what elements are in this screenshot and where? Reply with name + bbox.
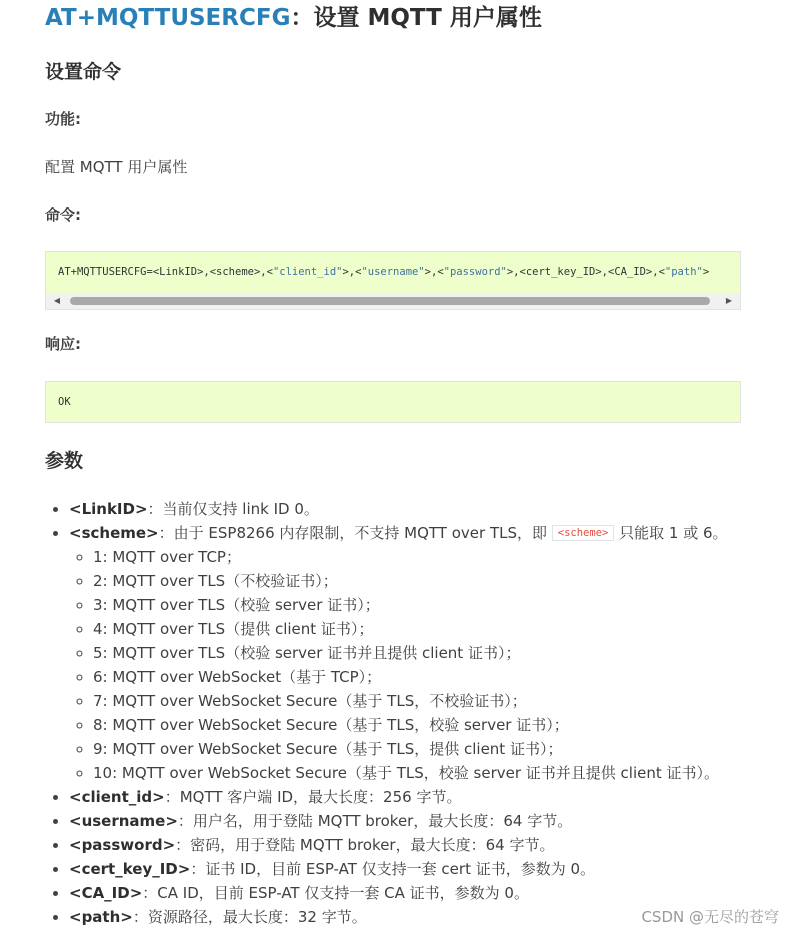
function-label: 功能: — [45, 110, 81, 128]
scheme-option: ◦ 1: MQTT over TCP； — [93, 545, 769, 569]
param-scheme: • <scheme>：由于 ESP8266 内存限制，不支持 MQTT over TLS，即 <scheme> 只能取 1 或 6。 ◦ 1: MQTT over TCP； ◦ 2: MQTT over TLS（不校验证书）； ◦ 3: MQTT over TLS（校验 server 证书）； ◦ 4: MQTT over TLS（提供 client 证书）； ◦ 5: MQTT over TLS（校验 server 证书并且提供 client 证书）； ◦ 6: MQTT over WebSocket（基于 TCP）； ◦ 7: MQTT over WebSocket Secure（基于 TLS，不校验证书）； ◦ 8: MQTT over WebSocket Secure（基于 TLS，校验 server 证书）； ◦ 9: MQTT over WebSocket Secure（基于 TLS，提供 client 证书）； ◦ 10: MQTT over WebSocket Secure（基于 TLS，校验 server 证书并且提供 client 证书）。 — [69, 521, 769, 785]
scheme-options-list — [69, 545, 769, 785]
scheme-option: ◦ 4: MQTT over TLS（提供 client 证书）； — [93, 617, 769, 641]
param-cert-key-id: • <cert_key_ID>：证书 ID，目前 ESP-AT 仅支持一套 cert 证书，参数为 0。 — [69, 857, 769, 881]
param-linkid: • <LinkID>：当前仅支持 link ID 0。 — [69, 497, 769, 521]
parameter-list — [45, 497, 769, 929]
inline-code-scheme: <scheme> — [552, 525, 615, 541]
scheme-option: ◦ 6: MQTT over WebSocket（基于 TCP）； — [93, 665, 769, 689]
scheme-option: ◦ 8: MQTT over WebSocket Secure（基于 TLS，校验 server 证书）； — [93, 713, 769, 737]
scroll-left-icon[interactable]: ◀ — [53, 296, 61, 305]
param-client-id: • <client_id>：MQTT 客户端 ID，最大长度：256 字节。 — [69, 785, 769, 809]
scheme-option: ◦ 9: MQTT over WebSocket Secure（基于 TLS，提供 client 证书）； — [93, 737, 769, 761]
scheme-option: ◦ 5: MQTT over TLS（校验 server 证书并且提供 client 证书）； — [93, 641, 769, 665]
scheme-option: ◦ 10: MQTT over WebSocket Secure（基于 TLS，校验 server 证书并且提供 client 证书）。 — [93, 761, 769, 785]
param-path: • <path>：资源路径，最大长度：32 字节。 — [69, 905, 769, 929]
command-code-line: AT+MQTTUSERCFG=<LinkID>,<scheme>,<"client_id">,<"username">,<"password">,<cert_key_ID>,<CA_ID>,<"path"> — [58, 266, 710, 278]
scroll-right-icon[interactable]: ▶ — [725, 296, 733, 305]
param-password: • <password>：密码，用于登陆 MQTT broker，最大长度：64 字节。 — [69, 833, 769, 857]
param-username: • <username>：用户名，用于登陆 MQTT broker，最大长度：64 字节。 — [69, 809, 769, 833]
watermark: CSDN @无尽的苍穹 — [641, 908, 779, 926]
function-text: 配置 MQTT 用户属性 — [45, 158, 188, 176]
command-code-block[interactable] — [45, 251, 741, 310]
param-ca-id: • <CA_ID>：CA ID，目前 ESP-AT 仅支持一套 CA 证书，参数为 0。 — [69, 881, 769, 905]
title-command: AT+MQTTUSERCFG — [45, 5, 291, 31]
section-heading-parameters: 参数 — [45, 450, 84, 472]
scroll-thumb[interactable] — [70, 297, 710, 305]
section-heading-set-command: 设置命令 — [45, 61, 122, 83]
page-title — [45, 3, 542, 33]
scheme-option: ◦ 2: MQTT over TLS（不校验证书）； — [93, 569, 769, 593]
horizontal-scrollbar[interactable] — [46, 293, 740, 309]
scheme-option: ◦ 3: MQTT over TLS（校验 server 证书）； — [93, 593, 769, 617]
title-rest: ：设置 MQTT 用户属性 — [290, 5, 542, 31]
scheme-option: ◦ 7: MQTT over WebSocket Secure（基于 TLS，不校验证书）； — [93, 689, 769, 713]
command-label: 命令: — [45, 206, 81, 224]
response-label: 响应: — [45, 335, 81, 353]
response-code-block — [45, 381, 741, 423]
response-code-line: OK — [58, 396, 71, 408]
